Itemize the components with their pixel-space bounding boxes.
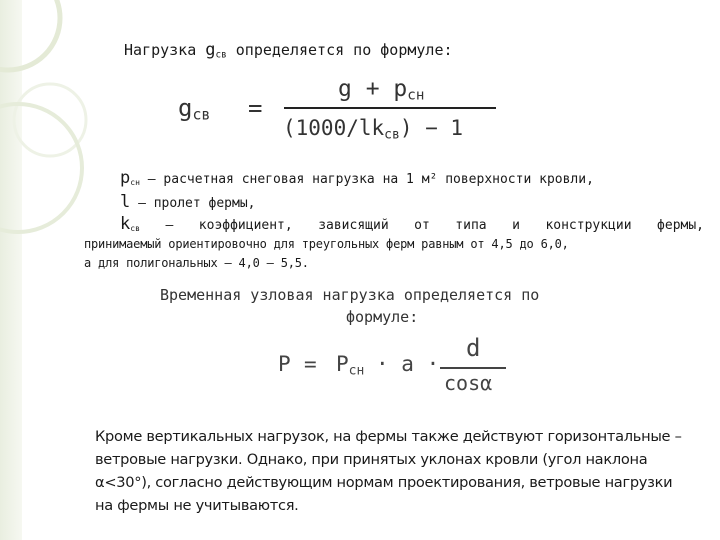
formula2-psn-subscript: сн <box>348 363 365 379</box>
paragraph-line-3: α<30°), согласно действующим нормам проектирования, ветровые нагрузки <box>95 474 673 491</box>
formula2-numerator: d <box>466 334 481 362</box>
var-g: g <box>205 40 216 60</box>
formula2-psn-main: P <box>336 352 349 376</box>
formula2-equals: = <box>304 352 317 376</box>
formula1-lhs-main: g <box>178 94 193 122</box>
formula1-lhs <box>178 94 210 124</box>
formula1-equals: = <box>248 94 263 122</box>
formula1-denominator <box>283 116 463 142</box>
definition-l <box>120 192 255 212</box>
definition-psn-symbol: p <box>120 168 131 188</box>
intro-text-suffix: определяется по формуле: <box>226 41 453 59</box>
definition-psn-subscript: сн <box>130 178 140 187</box>
paragraph-line-4: на фермы не учитываются. <box>95 497 299 514</box>
definition-l-symbol: l <box>120 192 131 212</box>
formula1-numerator-subscript: сн <box>407 87 425 104</box>
formula2-middle: · a · <box>376 352 440 376</box>
var-g-subscript: св <box>215 49 227 61</box>
formula1-numerator-main: g + p <box>338 76 408 102</box>
definition-continuation-2: а для полигональных – 4,0 – 5,5. <box>84 256 309 270</box>
definition-ksv-text: – коэффициент, зависящий от типа и конструкции фермы, <box>139 218 704 233</box>
definition-continuation-1: принимаемый ориентировочно для треугольных ферм равным от 4,5 до 6,0, <box>84 237 569 251</box>
formula1-denominator-start: (1000/lk <box>283 116 385 140</box>
definition-ksv-subscript: св <box>130 224 140 233</box>
formula2-denominator: cosα <box>444 371 493 395</box>
intro-text-prefix: Нагрузка <box>124 41 206 59</box>
definition-l-text: – пролет фермы, <box>130 196 256 211</box>
formula2-fraction-bar <box>440 367 506 369</box>
paragraph-line-2: ветровые нагрузки. Однако, при принятых уклонах кровли (угол наклона <box>95 451 648 468</box>
definition-psn-text: – расчетная снеговая нагрузка на 1 м² поверхности кровли, <box>139 172 594 187</box>
formula2-lhs: P <box>278 352 291 376</box>
formula1-lhs-subscript: св <box>192 105 211 124</box>
definition-psn <box>120 168 594 188</box>
formula1-denominator-end: ) − 1 <box>399 116 464 140</box>
formula2-psn <box>336 352 364 378</box>
intro-line <box>124 40 453 60</box>
formula1-numerator <box>338 76 424 104</box>
formula1-fraction-bar <box>284 107 496 109</box>
paragraph-line-1: Кроме вертикальных нагрузок, на фермы также действуют горизонтальные – <box>95 428 682 445</box>
definition-ksv-symbol: k <box>120 214 131 234</box>
nodal-load-heading-line2: формуле: <box>346 308 419 326</box>
definition-ksv <box>120 214 704 234</box>
nodal-load-heading-line1: Временная узловая нагрузка определяется по <box>160 286 540 304</box>
formula1-denominator-subscript: св <box>384 127 400 143</box>
decorative-circles <box>0 0 90 250</box>
